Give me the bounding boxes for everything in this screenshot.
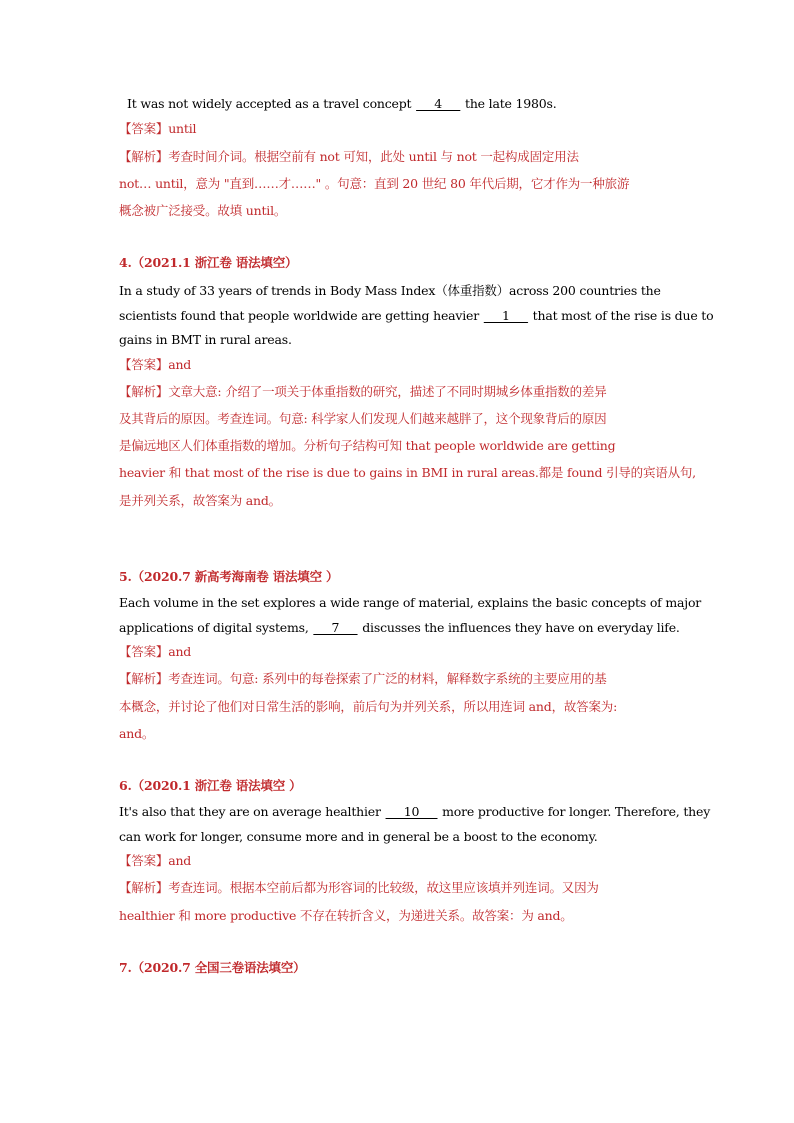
q3-analysis-line-1 (119, 149, 579, 165)
q4-answer (119, 357, 191, 373)
q6-line-1 (119, 804, 710, 820)
q6-line-1-before: It's also that they are on average healthier (119, 804, 381, 819)
q5-analysis-line-1 (119, 671, 607, 687)
q3-analysis-text-1: 考查时间介词。根据空前有 not 可知，此处 until 与 not 一起构成固定用法 (168, 149, 579, 164)
q6-analysis-line-2: healthier 和 more productive 不存在转折含义，为递进关系。故答案：为 and。 (119, 908, 573, 923)
q5-line-2-after: discusses the influences they have on everyday life. (362, 620, 680, 635)
q5-answer (119, 644, 191, 660)
q4-line-1: In a study of 33 years of trends in Body Mass Index（体重指数）across 200 countries the (119, 283, 661, 298)
q4-answer-value: and (168, 357, 192, 372)
q3-analysis-line-2: not… until，意为 "直到……才……" 。句意：直到 20 世纪 80 年代后期，它才作为一种旅游 (119, 176, 630, 191)
q3-analysis-tag: 【解析】 (119, 149, 169, 164)
q5-line-1: Each volume in the set explores a wide range of material, explains the basic concepts of major (119, 595, 702, 610)
q7-heading: 7.（2020.7 全国三卷语法填空） (119, 960, 306, 975)
q6-line-2: can work for longer, consume more and in general be a boost to the economy. (119, 829, 598, 844)
q4-analysis-line-5: 是并列关系，故答案为 and。 (119, 493, 281, 508)
q4-analysis-line-4: heavier 和 that most of the rise is due to gains in BMI in rural areas.都是 found 引导的宾语从句, (119, 465, 696, 480)
q4-analysis-line-2: 及其背后的原因。考查连词。句意: 科学家人们发现人们越来越胖了，这个现象背后的原因 (119, 411, 607, 426)
q6-answer-value: and (168, 853, 192, 868)
q6-heading: 6.（2020.1 浙江卷 语法填空 ） (119, 778, 302, 793)
q5-line-2-before: applications of digital systems, (119, 620, 309, 635)
q5-analysis-line-2: 本概念，并讨论了他们对日常生活的影响，前后句为并列关系，所以用连词 and，故答案为: (119, 699, 618, 714)
q5-analysis-text-1: 考查连词。句意: 系列中的每卷探索了广泛的材料，解释数字系统的主要应用的基 (168, 671, 607, 686)
q6-analysis-text-1: 考查连词。根据本空前后都为形容词的比较级，故这里应该填并列连词。又因为 (168, 880, 599, 895)
q4-analysis-line-3: 是偏远地区人们体重指数的增加。分析句子结构可知 that people worldwide are getting (119, 438, 616, 453)
q5-line-2 (119, 620, 680, 636)
q4-line-3: gains in BMT in rural areas. (119, 332, 292, 347)
q4-heading: 4.（2021.1 浙江卷 语法填空） (119, 255, 298, 270)
q3-answer (119, 121, 196, 137)
q6-blank: ___10___ (385, 804, 438, 819)
q5-analysis-line-3: and。 (119, 726, 155, 741)
q6-analysis-tag: 【解析】 (119, 880, 169, 895)
q6-answer-tag: 【答案】 (119, 853, 169, 868)
q4-line-2 (119, 308, 713, 324)
q4-line-2-after: that most of the rise is due to (532, 308, 714, 323)
q4-analysis-text-1: 文章大意: 介绍了一项关于体重指数的研究，描述了不同时期城乡体重指数的差异 (168, 384, 607, 399)
q5-answer-value: and (168, 644, 192, 659)
q3-sentence-before: It was not widely accepted as a travel concept (127, 96, 412, 111)
q6-line-1-after: more productive for longer. Therefore, they (442, 804, 711, 819)
q5-heading: 5.（2020.7 新高考海南卷 语法填空 ） (119, 569, 339, 584)
q4-analysis-line-1 (119, 384, 607, 400)
q3-analysis-line-3: 概念被广泛接受。故填 until。 (119, 203, 287, 218)
q3-answer-value: until (168, 121, 197, 136)
q3-answer-tag: 【答案】 (119, 121, 169, 136)
q5-answer-tag: 【答案】 (119, 644, 169, 659)
q6-analysis-line-1 (119, 880, 599, 896)
q4-answer-tag: 【答案】 (119, 357, 169, 372)
q5-analysis-tag: 【解析】 (119, 671, 169, 686)
q4-analysis-tag: 【解析】 (119, 384, 169, 399)
q3-blank: ___4___ (416, 96, 461, 111)
q4-blank: ___1___ (483, 308, 528, 323)
q5-blank: ___7___ (313, 620, 358, 635)
q3-sentence (127, 96, 557, 112)
q4-line-2-before: scientists found that people worldwide are getting heavier (119, 308, 480, 323)
q6-answer (119, 853, 191, 869)
q3-sentence-after: the late 1980s. (465, 96, 557, 111)
